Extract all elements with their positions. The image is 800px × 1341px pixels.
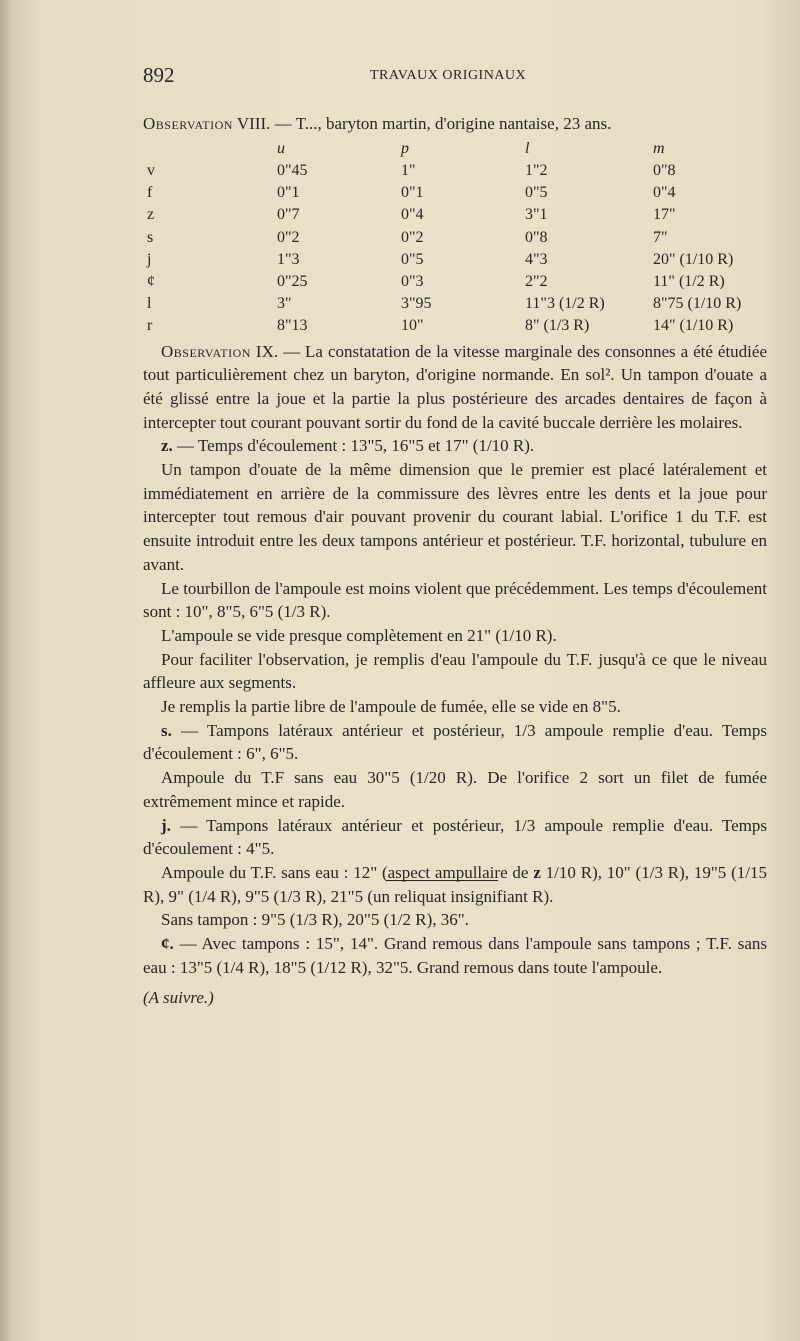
table-cell: 0"8	[653, 161, 676, 179]
table-cell: s	[147, 228, 154, 246]
table-cell: 0"3	[401, 272, 424, 290]
table-cell: 0"5	[401, 250, 424, 268]
a-suivre-text: (A suivre.)	[143, 987, 214, 1007]
observation-label: Observation	[143, 114, 233, 133]
table-row	[143, 160, 765, 182]
table-cell: 0"25	[277, 272, 308, 290]
table-cell: 0"4	[401, 206, 424, 224]
observation-9-paragraph	[143, 340, 767, 435]
table-row	[143, 182, 765, 204]
table-cell: 3"	[277, 295, 292, 313]
paragraph-text: IX. — La constatation de la vitesse marginale des consonnes a été étudiée tout particulièrement chez un baryton, d'origine normande. En sol². Un tampon d'ouate a été glissé entre la joue et la partie la plus postérieure des arcades dentaires de façon à intercepter tout courant pouvant sortir du fond de la cavité buccale derrière les molaires.	[143, 341, 767, 432]
table-cell: 0"7	[277, 206, 300, 224]
consonant-letter: ȼ.	[161, 934, 174, 954]
table-cell: 2"2	[525, 272, 548, 290]
paragraph: Je remplis la partie libre de l'ampoule de fumée, elle se vide en 8"5.	[161, 697, 621, 717]
table-cell: 14" (1/10 R)	[653, 317, 734, 335]
consonant-letter: s.	[161, 720, 172, 740]
table-cell: 0"2	[277, 228, 300, 246]
observation-label: Observation	[161, 341, 251, 361]
page-header	[0, 63, 800, 93]
table-cell: 0"1	[401, 184, 424, 202]
table-cell: 0"2	[401, 228, 424, 246]
table-row	[143, 293, 765, 315]
table-cell: 1"2	[525, 161, 548, 179]
paragraph-text: — Tampons latéraux antérieur et postérieur, 1/3 ampoule remplie d'eau. Temps d'écoulement : 6", 6"5.	[143, 720, 767, 764]
table-cell: 7"	[653, 228, 668, 246]
paragraph: Le tourbillon de l'ampoule est moins violent que précédemment. Les temps d'écoulement sont : 10", 8"5, 6"5 (1/3 R).	[143, 578, 767, 622]
article-body	[143, 112, 767, 1009]
table-cell: 1"3	[277, 250, 300, 268]
table-row	[143, 271, 765, 293]
page-number: 892	[143, 63, 175, 87]
table-cell: 0"45	[277, 161, 308, 179]
column-header: m	[653, 139, 665, 157]
table-cell: 20" (1/10 R)	[653, 250, 734, 268]
table-cell: 0"8	[525, 228, 548, 246]
table-cell: z	[147, 206, 155, 224]
table-row	[143, 227, 765, 249]
table-cell: 8"13	[277, 317, 308, 335]
table-cell: j	[147, 250, 152, 268]
table-cell: l	[147, 295, 152, 313]
consonant-letter: j.	[161, 815, 171, 835]
paragraph	[143, 814, 767, 861]
paragraph: Ampoule du T.F sans eau 30"5 (1/20 R). De l'orifice 2 sort un filet de fumée extrêmement mince et rapide.	[143, 768, 767, 811]
table-cell: 10"	[401, 317, 424, 335]
paragraph-text: 1/10 R), 10" (1/3 R), 19"5 (1/15 R), 9" (1/4 R), 9"5 (1/3 R), 21"5 (un reliquat insignifiant R).	[143, 863, 767, 906]
observation-8-table	[143, 138, 765, 338]
paragraph	[143, 861, 767, 908]
paragraph: L'ampoule se vide presque complètement en 21" (1/10 R).	[161, 625, 557, 645]
column-header: l	[525, 139, 530, 157]
paragraph-text: Ampoule du T.F. sans eau : 12" (aspect ampullaire de	[161, 863, 534, 882]
table-header-row	[143, 138, 765, 160]
table-row	[143, 315, 765, 337]
running-head: TRAVAUX ORIGINAUX	[370, 68, 527, 83]
table-row	[143, 249, 765, 271]
paragraph-text: — Avec tampons : 15", 14". Grand remous dans l'ampoule sans tampons ; T.F. sans eau : 13"5 (1/4 R), 18"5 (1/12 R), 32"5. Grand remous dans toute l'ampoule.	[143, 934, 767, 977]
a-suivre	[143, 986, 767, 1010]
table-cell: 17"	[653, 206, 676, 224]
table-cell: ȼ	[147, 272, 155, 290]
table-cell: 8" (1/3 R)	[525, 317, 590, 335]
paragraph: Sans tampon : 9"5 (1/3 R), 20"5 (1/2 R), 36".	[161, 910, 469, 930]
table-cell: 8"75 (1/10 R)	[653, 295, 742, 313]
table-cell: 3"1	[525, 206, 548, 224]
table-cell: v	[147, 161, 155, 179]
column-header	[143, 138, 277, 160]
column-header: u	[277, 139, 285, 157]
paragraph	[143, 434, 767, 458]
table-cell: r	[147, 317, 153, 335]
observation-8-heading-text: VIII. — T..., baryton martin, d'origine nantaise, 23 ans.	[232, 114, 612, 133]
consonant-letter: z	[533, 863, 541, 882]
paragraph	[143, 932, 767, 979]
paragraph-text: — Tampons latéraux antérieur et postérieur, 1/3 ampoule remplie d'eau. Temps d'écoulement : 4"5.	[143, 815, 767, 859]
table-cell: 0"1	[277, 184, 300, 202]
table-cell: 11"3 (1/2 R)	[525, 295, 605, 313]
paragraph: Pour faciliter l'observation, je remplis d'eau l'ampoule du T.F. jusqu'à ce que le niveau affleure aux segments.	[143, 649, 767, 693]
paragraph-text: — Temps d'écoulement : 13"5, 16"5 et 17" (1/10 R).	[172, 436, 535, 456]
table-cell: 4"3	[525, 250, 548, 268]
table-cell: 0"5	[525, 184, 548, 202]
table-cell: 11" (1/2 R)	[653, 272, 725, 290]
table-cell: 3"95	[401, 295, 432, 313]
table-cell: 0"4	[653, 184, 676, 202]
consonant-letter: z.	[161, 436, 173, 456]
observation-8-heading	[143, 112, 767, 136]
table-cell: f	[147, 184, 153, 202]
table-cell: 1"	[401, 161, 416, 179]
paragraph	[143, 719, 767, 766]
closing-rule	[386, 880, 498, 881]
table-row	[143, 204, 765, 226]
column-header: p	[401, 139, 409, 157]
paragraph: Un tampon d'ouate de la même dimension que le premier est placé latéralement et immédiatement en arrière de la commissure des lèvres entre les dents et la joue pour intercepter tout remous d'air pouvant provenir du courant labial. L'orifice 1 du T.F. est ensuite introduit entre les deux tampons antérieur et postérieur. T.F. horizontal, tubulure en avant.	[143, 460, 767, 574]
